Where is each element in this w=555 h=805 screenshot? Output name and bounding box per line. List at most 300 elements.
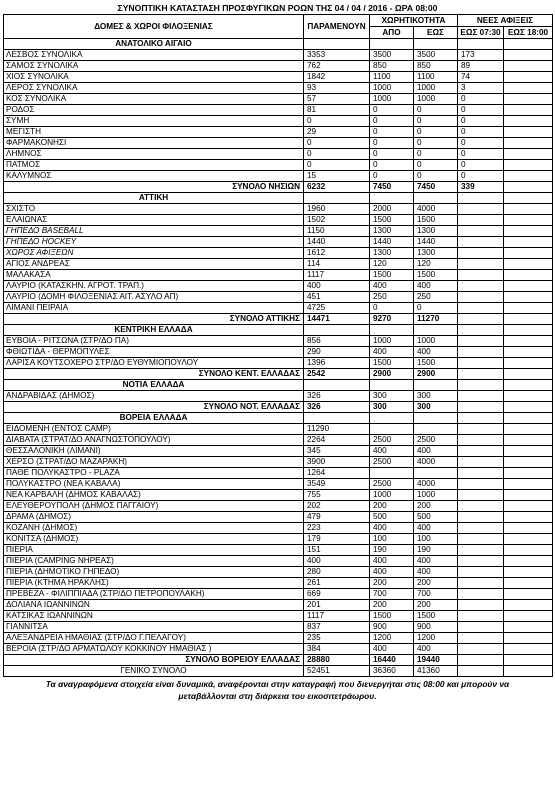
cell-arrivals-0730 [458, 446, 504, 457]
cell-arrivals-1800 [504, 259, 553, 270]
cell-structure-name: ΣΥΝΟΛΟ ΑΤΤΙΚΗΣ [4, 314, 304, 325]
cell-remaining: 3549 [304, 479, 370, 490]
cell-arrivals-1800 [504, 457, 553, 468]
cell-structure-name: ΣΥΜΗ [4, 116, 304, 127]
cell-structure-name: ΛΙΜΑΝΙ ΠΕΙΡΑΙΑ [4, 303, 304, 314]
cell-structure-name: ΑΝΑΤΟΛΙΚΟ ΑΙΓΑΙΟ [4, 39, 304, 50]
footer-note [3, 678, 552, 702]
cell-remaining: 235 [304, 633, 370, 644]
cell-arrivals-0730 [458, 457, 504, 468]
cell-structure-name: ΔΙΑΒΑΤΑ (ΣΤΡΑΤ/ΔΟ ΑΝΑΓΝΩΣΤΟΠΟΥΛΟΥ) [4, 435, 304, 446]
cell-capacity-from: 400 [370, 446, 414, 457]
cell-capacity-to: 3500 [414, 50, 458, 61]
cell-arrivals-1800 [504, 336, 553, 347]
cell-capacity-to [414, 325, 458, 336]
cell-remaining: 837 [304, 622, 370, 633]
cell-arrivals-1800 [504, 116, 553, 127]
header-remaining: ΠΑΡΑΜΕΝΟΥΝ [304, 15, 370, 39]
cell-arrivals-1800 [504, 391, 553, 402]
cell-capacity-from: 1200 [370, 633, 414, 644]
cell-capacity-from: 1500 [370, 270, 414, 281]
table-row [4, 94, 553, 105]
cell-structure-name: ΚΑΤΣΙΚΑΣ ΙΩΑΝΝΙΝΩΝ [4, 611, 304, 622]
cell-arrivals-1800 [504, 237, 553, 248]
table-row [4, 358, 553, 369]
cell-capacity-from: 190 [370, 545, 414, 556]
cell-capacity-from: 1100 [370, 72, 414, 83]
cell-capacity-from [370, 39, 414, 50]
cell-structure-name: ΝΕΑ ΚΑΡΒΑΛΗ (ΔΗΜΟΣ ΚΑΒΑΛΑΣ) [4, 490, 304, 501]
cell-arrivals-1800 [504, 633, 553, 644]
cell-remaining: 202 [304, 501, 370, 512]
cell-capacity-from: 200 [370, 501, 414, 512]
cell-remaining: 15 [304, 171, 370, 182]
cell-structure-name: ΑΓΙΟΣ ΑΝΔΡΕΑΣ [4, 259, 304, 270]
cell-remaining: 0 [304, 149, 370, 160]
cell-remaining: 1117 [304, 611, 370, 622]
cell-capacity-to: 4000 [414, 479, 458, 490]
cell-structure-name: ΚΕΝΤΡΙΚΗ ΕΛΛΑΔΑ [4, 325, 304, 336]
cell-arrivals-0730 [458, 259, 504, 270]
table-row [4, 204, 553, 215]
cell-arrivals-1800 [504, 193, 553, 204]
cell-capacity-to: 1000 [414, 490, 458, 501]
table-row [4, 523, 553, 534]
cell-remaining: 400 [304, 281, 370, 292]
table-row [4, 490, 553, 501]
table-row [4, 149, 553, 160]
table-body [4, 39, 553, 677]
cell-remaining: 345 [304, 446, 370, 457]
header-arrivals-1800: ΕΩΣ 18:00 [504, 27, 553, 39]
table-row [4, 600, 553, 611]
cell-arrivals-1800 [504, 61, 553, 72]
cell-remaining: 223 [304, 523, 370, 534]
cell-structure-name: ΑΛΕΞΑΝΔΡΕΙΑ ΗΜΑΘΙΑΣ (ΣΤΡ/ΔΟ Γ.ΠΕΛΑΓΟΥ) [4, 633, 304, 644]
cell-arrivals-1800 [504, 578, 553, 589]
cell-structure-name: ΠΑΤΜΟΣ [4, 160, 304, 171]
cell-capacity-to: 400 [414, 523, 458, 534]
cell-structure-name: ΣΧΙΣΤΟ [4, 204, 304, 215]
cell-capacity-to: 0 [414, 105, 458, 116]
cell-capacity-from: 1000 [370, 336, 414, 347]
cell-arrivals-1800 [504, 468, 553, 479]
cell-capacity-from [370, 413, 414, 424]
cell-capacity-to: 400 [414, 347, 458, 358]
cell-remaining: 114 [304, 259, 370, 270]
table-row [4, 424, 553, 435]
cell-arrivals-0730 [458, 523, 504, 534]
table-row [4, 479, 553, 490]
cell-arrivals-0730 [458, 358, 504, 369]
cell-arrivals-1800 [504, 160, 553, 171]
cell-capacity-to: 190 [414, 545, 458, 556]
cell-remaining [304, 325, 370, 336]
cell-remaining [304, 380, 370, 391]
cell-capacity-to: 1000 [414, 336, 458, 347]
cell-capacity-to: 1300 [414, 226, 458, 237]
cell-capacity-to: 19440 [414, 655, 458, 666]
cell-arrivals-0730 [458, 402, 504, 413]
cell-arrivals-0730 [458, 226, 504, 237]
cell-capacity-to: 200 [414, 600, 458, 611]
cell-capacity-from: 300 [370, 402, 414, 413]
footer-line-2: μεταβάλλονται στη διάρκεια του εικοσιτετράωρου. [178, 691, 377, 701]
cell-remaining: 81 [304, 105, 370, 116]
total-row [4, 314, 553, 325]
cell-structure-name: ΚΟΖΑΝΗ (ΔΗΜΟΣ) [4, 523, 304, 534]
cell-capacity-from: 2900 [370, 369, 414, 380]
cell-arrivals-1800 [504, 380, 553, 391]
cell-capacity-to: 1000 [414, 83, 458, 94]
cell-capacity-to: 120 [414, 259, 458, 270]
table-row [4, 237, 553, 248]
cell-remaining: 0 [304, 160, 370, 171]
cell-capacity-to: 400 [414, 644, 458, 655]
cell-capacity-from: 200 [370, 600, 414, 611]
total-row [4, 402, 553, 413]
cell-arrivals-0730 [458, 292, 504, 303]
cell-remaining: 29 [304, 127, 370, 138]
cell-arrivals-1800 [504, 611, 553, 622]
cell-arrivals-0730: 74 [458, 72, 504, 83]
cell-arrivals-1800 [504, 303, 553, 314]
cell-capacity-to: 300 [414, 402, 458, 413]
cell-remaining: 326 [304, 402, 370, 413]
cell-arrivals-0730 [458, 347, 504, 358]
cell-arrivals-0730 [458, 655, 504, 666]
cell-remaining: 151 [304, 545, 370, 556]
cell-capacity-from [370, 468, 414, 479]
cell-structure-name: ΣΥΝΟΛΟ ΝΟΤ. ΕΛΛΑΔΑΣ [4, 402, 304, 413]
cell-remaining: 1502 [304, 215, 370, 226]
cell-remaining: 6232 [304, 182, 370, 193]
table-row [4, 50, 553, 61]
cell-capacity-from: 400 [370, 347, 414, 358]
cell-capacity-to: 0 [414, 127, 458, 138]
cell-capacity-from: 2500 [370, 457, 414, 468]
cell-structure-name: ΧΕΡΣΟ (ΣΤΡΑΤ/ΔΟ ΜΑΖΑΡΑΚΗ) [4, 457, 304, 468]
cell-structure-name: ΓΙΑΝΝΙΤΣΑ [4, 622, 304, 633]
cell-arrivals-1800 [504, 567, 553, 578]
cell-arrivals-1800 [504, 314, 553, 325]
cell-structure-name: ΚΟΝΙΤΣΑ (ΔΗΜΟΣ) [4, 534, 304, 545]
cell-arrivals-1800 [504, 72, 553, 83]
cell-capacity-from: 1500 [370, 358, 414, 369]
cell-arrivals-0730: 89 [458, 61, 504, 72]
cell-remaining: 57 [304, 94, 370, 105]
header-arrivals-0730: ΕΩΣ 07:30 [458, 27, 504, 39]
cell-capacity-from: 2000 [370, 204, 414, 215]
cell-structure-name: ΠΟΛΥΚΑΣΤΡΟ (ΝΕΑ ΚΑΒΑΛΑ) [4, 479, 304, 490]
cell-structure-name: ΕΛΕΥΘΕΡΟΥΠΟΛΗ (ΔΗΜΟΣ ΠΑΓΓΑΙΟΥ) [4, 501, 304, 512]
table-row [4, 644, 553, 655]
cell-remaining: 856 [304, 336, 370, 347]
cell-capacity-to: 300 [414, 391, 458, 402]
cell-structure-name: ΕΛΑΙΩΝΑΣ [4, 215, 304, 226]
cell-capacity-from: 400 [370, 644, 414, 655]
cell-remaining: 1842 [304, 72, 370, 83]
cell-capacity-to [414, 380, 458, 391]
cell-remaining: 1264 [304, 468, 370, 479]
cell-capacity-to: 0 [414, 138, 458, 149]
cell-arrivals-1800 [504, 39, 553, 50]
cell-structure-name: ΑΤΤΙΚΗ [4, 193, 304, 204]
cell-arrivals-1800 [504, 182, 553, 193]
cell-capacity-from: 400 [370, 523, 414, 534]
cell-capacity-to: 400 [414, 446, 458, 457]
cell-arrivals-0730 [458, 578, 504, 589]
cell-arrivals-0730: 0 [458, 171, 504, 182]
cell-arrivals-1800 [504, 358, 553, 369]
cell-arrivals-1800 [504, 369, 553, 380]
table-row [4, 512, 553, 523]
cell-arrivals-0730: 0 [458, 94, 504, 105]
cell-arrivals-0730: 339 [458, 182, 504, 193]
cell-structure-name: ΣΥΝΟΛΟ ΚΕΝΤ. ΕΛΛΑΔΑΣ [4, 369, 304, 380]
table-row [4, 259, 553, 270]
cell-structure-name: ΔΡΑΜΑ (ΔΗΜΟΣ) [4, 512, 304, 523]
cell-capacity-from: 1300 [370, 248, 414, 259]
cell-arrivals-0730: 0 [458, 105, 504, 116]
cell-capacity-from: 2500 [370, 435, 414, 446]
report-title: ΣΥΝΟΠΤΙΚΗ ΚΑΤΑΣΤΑΣΗ ΠΡΟΣΦΥΓΙΚΩΝ ΡΟΩΝ ΤΗΣ 04 / 04 / 2016 - ΩΡΑ 08:00 [117, 3, 438, 13]
cell-arrivals-1800 [504, 666, 553, 677]
section-row [4, 380, 553, 391]
table-row [4, 303, 553, 314]
cell-remaining: 3353 [304, 50, 370, 61]
cell-capacity-to: 1500 [414, 270, 458, 281]
cell-remaining [304, 39, 370, 50]
cell-capacity-to: 700 [414, 589, 458, 600]
cell-arrivals-0730 [458, 413, 504, 424]
table-row [4, 633, 553, 644]
cell-capacity-from: 0 [370, 138, 414, 149]
section-row [4, 325, 553, 336]
cell-capacity-from: 700 [370, 589, 414, 600]
cell-capacity-from [370, 424, 414, 435]
cell-arrivals-0730 [458, 391, 504, 402]
cell-arrivals-1800 [504, 281, 553, 292]
cell-arrivals-1800 [504, 600, 553, 611]
table-row [4, 336, 553, 347]
cell-capacity-to: 1500 [414, 611, 458, 622]
table-row [4, 457, 553, 468]
cell-capacity-from: 200 [370, 578, 414, 589]
cell-structure-name: ΒΟΡΕΙΑ ΕΛΛΑΔΑ [4, 413, 304, 424]
cell-arrivals-1800 [504, 94, 553, 105]
cell-remaining: 1396 [304, 358, 370, 369]
header-capacity-from: ΑΠΟ [370, 27, 414, 39]
cell-capacity-from: 9270 [370, 314, 414, 325]
cell-arrivals-0730 [458, 248, 504, 259]
table-row [4, 138, 553, 149]
cell-arrivals-0730 [458, 215, 504, 226]
cell-remaining: 762 [304, 61, 370, 72]
cell-capacity-from: 36360 [370, 666, 414, 677]
cell-capacity-from: 2500 [370, 479, 414, 490]
cell-capacity-from: 400 [370, 556, 414, 567]
cell-capacity-to: 850 [414, 61, 458, 72]
cell-remaining: 11290 [304, 424, 370, 435]
table-row [4, 347, 553, 358]
cell-structure-name: ΓΗΠΕΔΟ BASEBALL [4, 226, 304, 237]
cell-arrivals-1800 [504, 534, 553, 545]
cell-structure-name: ΚΑΛΥΜΝΟΣ [4, 171, 304, 182]
cell-capacity-from: 0 [370, 171, 414, 182]
table-header [4, 15, 553, 39]
cell-arrivals-0730 [458, 435, 504, 446]
cell-arrivals-0730 [458, 611, 504, 622]
cell-capacity-to: 0 [414, 160, 458, 171]
cell-structure-name: ΜΕΓΙΣΤΗ [4, 127, 304, 138]
table-row [4, 215, 553, 226]
cell-capacity-to: 1300 [414, 248, 458, 259]
cell-capacity-to [414, 413, 458, 424]
cell-capacity-from: 100 [370, 534, 414, 545]
table-row [4, 501, 553, 512]
table-row [4, 446, 553, 457]
cell-capacity-from: 1000 [370, 83, 414, 94]
cell-arrivals-0730 [458, 534, 504, 545]
cell-arrivals-1800 [504, 435, 553, 446]
header-capacity: ΧΩΡΗΤΙΚΟΤΗΤΑ [370, 15, 458, 27]
table-row [4, 270, 553, 281]
cell-structure-name: ΑΝΔΡΑΒΙΔΑΣ (ΔΗΜΟΣ) [4, 391, 304, 402]
cell-remaining: 400 [304, 556, 370, 567]
cell-capacity-from: 400 [370, 567, 414, 578]
table-row [4, 567, 553, 578]
cell-capacity-to: 500 [414, 512, 458, 523]
cell-remaining: 3900 [304, 457, 370, 468]
cell-arrivals-1800 [504, 83, 553, 94]
cell-capacity-to: 0 [414, 116, 458, 127]
cell-capacity-to [414, 468, 458, 479]
cell-arrivals-0730 [458, 468, 504, 479]
cell-remaining: 1960 [304, 204, 370, 215]
cell-remaining: 451 [304, 292, 370, 303]
cell-remaining: 261 [304, 578, 370, 589]
cell-capacity-from: 16440 [370, 655, 414, 666]
cell-arrivals-1800 [504, 655, 553, 666]
cell-capacity-from: 7450 [370, 182, 414, 193]
cell-structure-name: ΓΗΠΕΔΟ HOCKEY [4, 237, 304, 248]
cell-capacity-from [370, 193, 414, 204]
cell-structure-name: ΜΑΛΑΚΑΣΑ [4, 270, 304, 281]
cell-remaining: 1117 [304, 270, 370, 281]
table-row [4, 611, 553, 622]
cell-capacity-to: 200 [414, 578, 458, 589]
cell-arrivals-0730 [458, 490, 504, 501]
cell-capacity-from: 120 [370, 259, 414, 270]
cell-arrivals-1800 [504, 248, 553, 259]
cell-arrivals-1800 [504, 105, 553, 116]
cell-arrivals-1800 [504, 501, 553, 512]
cell-arrivals-1800 [504, 171, 553, 182]
header-new-arrivals: ΝΕΕΣ ΑΦΙΞΕΙΣ [458, 15, 553, 27]
cell-capacity-to: 1000 [414, 94, 458, 105]
cell-remaining: 1440 [304, 237, 370, 248]
cell-capacity-from: 0 [370, 149, 414, 160]
table-row [4, 622, 553, 633]
cell-arrivals-0730 [458, 600, 504, 611]
table-row [4, 171, 553, 182]
table-row [4, 83, 553, 94]
cell-capacity-from [370, 380, 414, 391]
report-sheet [3, 3, 552, 702]
cell-arrivals-1800 [504, 446, 553, 457]
cell-capacity-to: 4000 [414, 457, 458, 468]
cell-capacity-to [414, 193, 458, 204]
cell-arrivals-0730 [458, 380, 504, 391]
cell-arrivals-1800 [504, 545, 553, 556]
cell-capacity-to: 1500 [414, 358, 458, 369]
cell-structure-name: ΣΥΝΟΛΟ ΒΟΡΕΙΟΥ ΕΛΛΑΔΑΣ [4, 655, 304, 666]
cell-capacity-from [370, 325, 414, 336]
cell-remaining: 280 [304, 567, 370, 578]
cell-remaining: 52451 [304, 666, 370, 677]
cell-capacity-to: 900 [414, 622, 458, 633]
total-row [4, 666, 553, 677]
total-row [4, 369, 553, 380]
cell-arrivals-0730: 3 [458, 83, 504, 94]
cell-structure-name: ΠΙΕΡΙΑ (ΔΗΜΟΤΙΚΟ ΓΗΠΕΔΟ) [4, 567, 304, 578]
cell-capacity-from: 0 [370, 127, 414, 138]
cell-arrivals-0730 [458, 633, 504, 644]
cell-remaining: 755 [304, 490, 370, 501]
cell-structure-name: ΝΟΤΙΑ ΕΛΛΑΔΑ [4, 380, 304, 391]
cell-capacity-to: 2500 [414, 435, 458, 446]
table-row [4, 391, 553, 402]
cell-capacity-from: 1000 [370, 94, 414, 105]
total-row [4, 182, 553, 193]
cell-arrivals-0730 [458, 622, 504, 633]
cell-structure-name: ΛΑΥΡΙΟ (ΚΑΤΑΣΚΗΝ. ΑΓΡΟΤ. ΤΡΑΠ.) [4, 281, 304, 292]
cell-arrivals-0730: 0 [458, 127, 504, 138]
cell-arrivals-1800 [504, 347, 553, 358]
cell-arrivals-1800 [504, 138, 553, 149]
table-row [4, 589, 553, 600]
total-row [4, 655, 553, 666]
cell-remaining: 179 [304, 534, 370, 545]
cell-arrivals-0730 [458, 644, 504, 655]
cell-arrivals-1800 [504, 402, 553, 413]
cell-capacity-to: 0 [414, 303, 458, 314]
cell-arrivals-0730 [458, 237, 504, 248]
cell-structure-name: ΚΟΣ ΣΥΝΟΛΙΚΑ [4, 94, 304, 105]
cell-capacity-to: 400 [414, 281, 458, 292]
cell-structure-name: ΦΑΡΜΑΚΟΝΗΣΙ [4, 138, 304, 149]
cell-arrivals-0730 [458, 303, 504, 314]
cell-remaining: 201 [304, 600, 370, 611]
cell-arrivals-0730: 0 [458, 138, 504, 149]
cell-arrivals-0730 [458, 424, 504, 435]
cell-capacity-from: 0 [370, 303, 414, 314]
cell-capacity-to: 0 [414, 171, 458, 182]
cell-arrivals-1800 [504, 523, 553, 534]
table-row [4, 281, 553, 292]
cell-arrivals-1800 [504, 589, 553, 600]
cell-arrivals-0730: 0 [458, 160, 504, 171]
cell-arrivals-0730 [458, 369, 504, 380]
section-row [4, 193, 553, 204]
cell-arrivals-0730 [458, 545, 504, 556]
cell-arrivals-0730: 173 [458, 50, 504, 61]
cell-structure-name: ΠΙΕΡΙΑ (CAMPING ΝΗΡΕΑΣ) [4, 556, 304, 567]
cell-structure-name: ΠΙΕΡΙΑ [4, 545, 304, 556]
cell-arrivals-0730 [458, 39, 504, 50]
cell-remaining: 1150 [304, 226, 370, 237]
